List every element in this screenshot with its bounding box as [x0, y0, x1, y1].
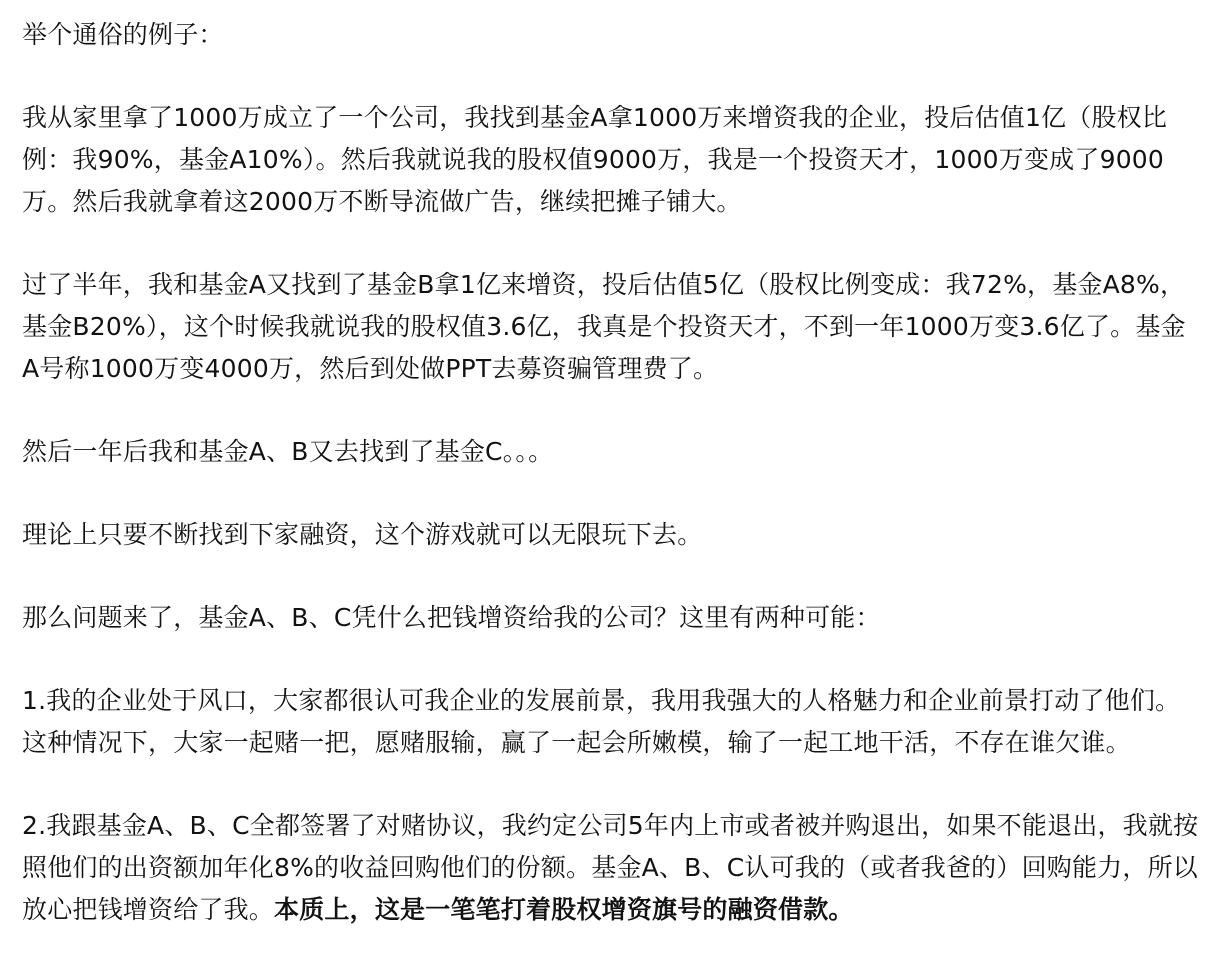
paragraph-round-a: 我从家里拿了1000万成立了一个公司，我找到基金A拿1000万来增资我的企业，投后估值1亿（股权比例：我90%，基金A10%）。然后我就说我的股权值9000万，我是一个投资天才，1000万变成了9000万。然后我就拿着这2000万不断导流做广告，继续把摊子铺大。: [22, 103, 1168, 216]
paragraph-intro: 举个通俗的例子：: [22, 20, 224, 49]
paragraph-gap: [22, 556, 1199, 597]
paragraph-gap: [22, 473, 1199, 514]
paragraph-gap: [22, 764, 1199, 805]
paragraph-round-b: 过了半年，我和基金A又找到了基金B拿1亿来增资，投后估值5亿（股权比例变成：我72%，基金A8%，基金B20%），这个时候我就说我的股权值3.6亿，我真是个投资天才，不到一年1000万变3.6亿了。基金A号称1000万变4000万，然后到处做PPT去募资骗管理费了。: [22, 270, 1186, 383]
paragraph-gap: [22, 56, 1199, 97]
paragraph-gap: [22, 390, 1199, 431]
paragraph-gap: [22, 223, 1199, 264]
paragraph-question: 那么问题来了，基金A、B、C凭什么把钱增资给我的公司？这里有两种可能：: [22, 603, 881, 632]
possibility-2-text: 2.我跟基金A、B、C全都签署了对赌协议，我约定公司5年内上市或者被并购退出，如果不能退出，我就按照他们的出资额加年化8%的收益回购他们的份额。基金A、B、C认可我的（或者我爸的）回购能力，所以放心把钱增资给了我。: [22, 811, 1199, 924]
paragraph-possibility-2: [22, 805, 1199, 931]
possibility-2-conclusion: 本质上，这是一笔笔打着股权增资旗号的融资借款。: [274, 895, 854, 924]
paragraph-theory: 理论上只要不断找到下家融资，这个游戏就可以无限玩下去。: [22, 520, 703, 549]
paragraph-round-c: 然后一年后我和基金A、B又去找到了基金C。。。: [22, 437, 554, 466]
paragraph-gap: [22, 639, 1199, 680]
paragraph-possibility-1: 1.我的企业处于风口，大家都很认可我企业的发展前景，我用我强大的人格魅力和企业前景打动了他们。这种情况下，大家一起赌一把，愿赌服输，赢了一起会所嫩模，输了一起工地干活，不存在谁欠谁。: [22, 686, 1181, 757]
